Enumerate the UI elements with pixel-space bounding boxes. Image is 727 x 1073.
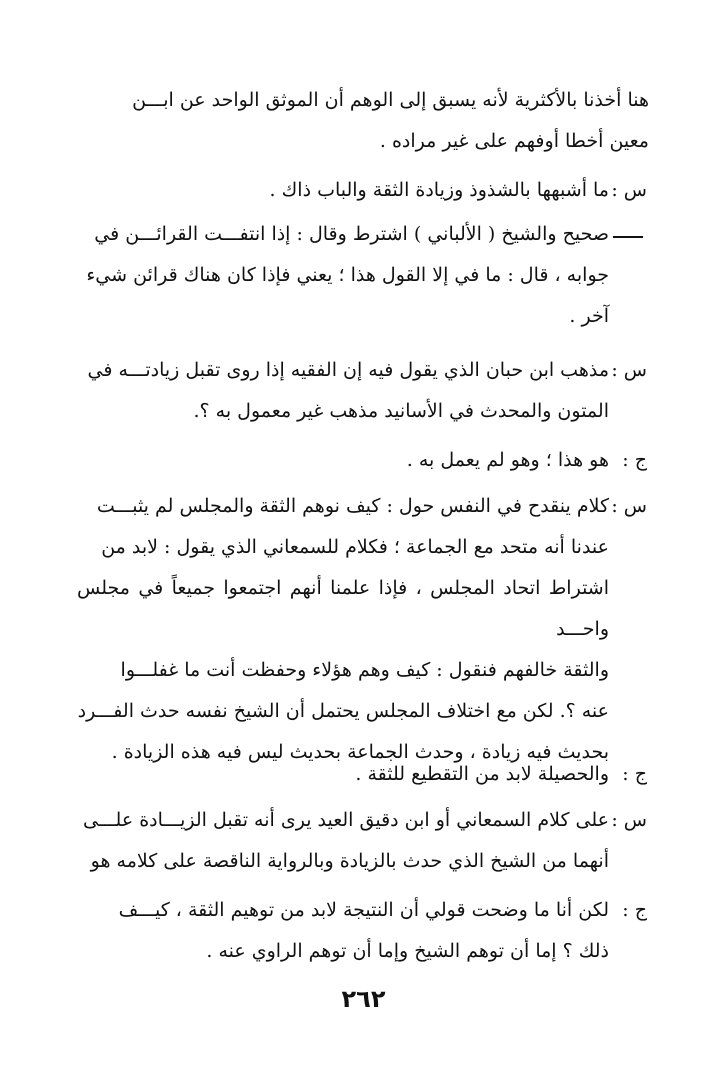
entry-text [77,170,609,211]
text-line: والثقة خالفهم فنقول : كيف وهم هؤلاء وحفظت أنت ما غفلـــوا [120,659,609,681]
text-line: اشتراط اتحاد المجلس ، فإذا علمنا أنهم اجتمعوا جميعاً في مجلس واحـــد [77,577,609,640]
entry-text [77,440,609,481]
entry-label: س : [611,359,647,381]
text-line: والحصيلة لابد من التقطيع للثقة . [355,763,609,785]
entry-text [77,350,609,432]
text-line: عنه ؟. لكن مع اختلاف المجلس يحتمل أن الشيخ نفسه حدث الفـــرد [77,700,609,722]
text-line: أنهما من الشيخ الذي حدث بالزيادة وبالرواية الناقصة على كلامه هو [90,850,609,872]
entry-label: س : [611,179,647,201]
entry-text [77,214,609,337]
entry-text [77,486,609,773]
entry-label: س : [611,495,647,517]
entry-text [77,890,609,972]
text-line: المتون والمحدث في الأسانيد مذهب غير معمول به ؟. [193,400,609,422]
text-line: مذهب ابن حبان الذي يقول فيه إن الفقيه إذا روى تقبل زيادتـــه في [87,359,609,381]
text-line: معين أخطا أوفهم على غير مراده . [379,130,649,152]
text-line: بحديث فيه زيادة ، وحدث الجماعة بحديث ليس فيه هذه الزيادة . [111,741,609,763]
intro-paragraph [89,80,649,162]
text-line: جوابه ، قال : ما في إلا القول هذا ؛ يعني فإذا كان هناك قرائن شيء [86,264,609,286]
entry-text [77,754,609,795]
text-line: هنا أخذنا بالأكثرية لأنه يسبق إلى الوهم أن الموثق الواحد عن ابـــن [132,89,649,111]
text-line: ما أشبهها بالشذوذ وزيادة الثقة والباب ذاك . [269,179,609,201]
text-line: عندنا أنه متحد مع الجماعة ؛ فكلام للسمعاني الذي يقول : لابد من [101,536,609,558]
text-line: كلام ينقدح في النفس حول : كيف نوهم الثقة والمجلس لم يثبـــت [96,495,609,517]
page-number: ٢٦٢ [341,985,386,1013]
text-line: ذلك ؟ إما أن توهم الشيخ وإما أن توهم الراوي عنه . [206,940,609,962]
text-line: لكن أنا ما وضحت قولي أن النتيجة لابد من توهيم الثقة ، كيـــف [118,899,609,921]
text-line: صحيح والشيخ ( الألباني ) اشترط وقال : إذا انتفـــت القرائـــن في [94,223,609,245]
text-line: هو هذا ؛ وهو لم يعمل به . [406,449,609,471]
dash-label [613,236,643,238]
entry-label: ج : [622,763,647,785]
text-line: آخر . [569,305,609,327]
entry-label: س : [611,809,647,831]
text-line: على كلام السمعاني أو ابن دقيق العيد يرى أنه تقبل الزيـــادة علـــى [83,809,609,831]
entry-label: ج : [622,899,647,921]
entry-label: ج : [622,449,647,471]
entry-text [77,800,609,882]
